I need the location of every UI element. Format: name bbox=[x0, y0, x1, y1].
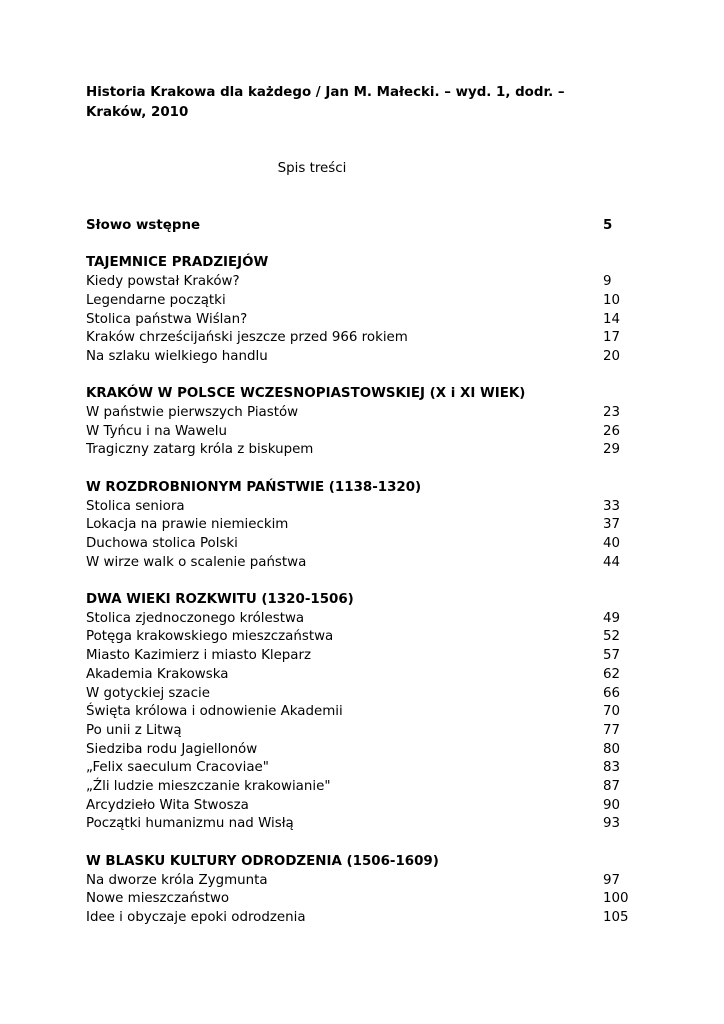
toc-entry-label: Kraków chrześcijański jeszcze przed 966 rokiem bbox=[86, 330, 408, 346]
title-line-1: Historia Krakowa dla każdego / Jan M. Małecki. – wyd. 1, dodr. – bbox=[86, 85, 565, 100]
toc-entry-page-number: 66 bbox=[603, 685, 621, 701]
toc-entry bbox=[86, 758, 634, 777]
toc-entry-label: W państwie pierwszych Piastów bbox=[86, 405, 299, 420]
section-heading-label: TAJEMNICE PRADZIEJÓW bbox=[86, 255, 269, 271]
toc-entry bbox=[86, 534, 634, 553]
toc-foreword-page-number: 5 bbox=[603, 218, 613, 233]
toc-entry bbox=[86, 440, 634, 459]
section-heading-label: KRAKÓW W POLSCE WCZESNOPIASTOWSKIEJ (X i XI WIEK) bbox=[86, 386, 526, 402]
toc-entry bbox=[86, 871, 634, 890]
toc-entry-label: Idee i obyczaje epoki odrodzenia bbox=[86, 909, 306, 925]
toc-foreword-label: Słowo wstępne bbox=[86, 218, 201, 233]
toc-entry-label: Po unii z Litwą bbox=[86, 722, 182, 738]
toc-entry-label: Początki humanizmu nad Wisłą bbox=[86, 816, 294, 832]
toc-entry-label: Kiedy powstał Kraków? bbox=[86, 274, 240, 290]
toc-entry bbox=[86, 422, 634, 441]
toc-entry-label: Na szlaku wielkiego handlu bbox=[86, 348, 268, 364]
title-line-2: Kraków, 2010 bbox=[86, 105, 189, 120]
toc-entry bbox=[86, 553, 634, 572]
toc-entry bbox=[86, 347, 634, 366]
toc-entry-page-number: 29 bbox=[603, 442, 621, 458]
toc-entry-label: Nowe mieszczaństwo bbox=[86, 891, 230, 907]
toc-entry bbox=[86, 702, 634, 721]
toc-entry-page-number: 14 bbox=[603, 311, 621, 327]
toc-entry-label: Stolica zjednoczonego królestwa bbox=[86, 610, 305, 626]
toc-entry bbox=[86, 889, 634, 908]
toc-entry-label: Akademia Krakowska bbox=[86, 666, 229, 682]
toc-entry bbox=[86, 497, 634, 516]
section-heading bbox=[86, 852, 634, 871]
toc-entry bbox=[86, 646, 634, 665]
toc-entry-page-number: 49 bbox=[603, 610, 621, 626]
toc-entry-label: Siedziba rodu Jagiellonów bbox=[86, 741, 258, 757]
toc-entry bbox=[86, 665, 634, 684]
toc-entry-page-number: 93 bbox=[603, 816, 621, 832]
toc-entry bbox=[86, 796, 634, 815]
toc-entry-page-number: 105 bbox=[603, 909, 629, 925]
toc-entry-page-number: 20 bbox=[603, 348, 621, 364]
bibliographic-title bbox=[86, 83, 634, 123]
toc-entry bbox=[86, 721, 634, 740]
toc-entry-page-number: 97 bbox=[603, 872, 621, 888]
toc-entry-label: Stolica seniora bbox=[86, 498, 185, 514]
toc-entry-page-number: 17 bbox=[603, 330, 621, 346]
toc-entry-page-number: 52 bbox=[603, 629, 621, 645]
toc-entry-label: Stolica państwa Wiślan? bbox=[86, 311, 248, 327]
toc-entry-page-number: 44 bbox=[603, 554, 621, 570]
toc-entry-label: Tragiczny zatarg króla z biskupem bbox=[86, 442, 314, 458]
toc-entry bbox=[86, 609, 634, 628]
toc-entry-label: Duchowa stolica Polski bbox=[86, 535, 238, 551]
toc-entry-page-number: 70 bbox=[603, 704, 621, 720]
toc-entry-label: W Tyńcu i na Wawelu bbox=[86, 423, 228, 439]
section-heading bbox=[86, 478, 634, 497]
toc-entry bbox=[86, 627, 634, 646]
toc-entry-page-number: 80 bbox=[603, 741, 621, 757]
toc-entry-label: „Źli ludzie mieszczanie krakowianie" bbox=[86, 779, 331, 794]
toc-entry-label: Święta królowa i odnowienie Akademii bbox=[86, 704, 343, 720]
toc-entry-label: Miasto Kazimierz i miasto Kleparz bbox=[86, 648, 312, 664]
toc-entry-page-number: 57 bbox=[603, 648, 621, 664]
toc-entry bbox=[86, 291, 634, 310]
toc-entry-page-number: 37 bbox=[603, 517, 621, 533]
toc-entry-page-number: 23 bbox=[603, 405, 621, 420]
toc-entry-page-number: 77 bbox=[603, 722, 621, 738]
toc-entry bbox=[86, 328, 634, 347]
toc-entry bbox=[86, 272, 634, 291]
toc-entry-label: Lokacja na prawie niemieckim bbox=[86, 517, 289, 533]
toc-entry bbox=[86, 684, 634, 703]
toc-entry-page-number: 100 bbox=[603, 891, 629, 907]
toc-entry-page-number: 83 bbox=[603, 760, 621, 776]
toc-entry-page-number: 90 bbox=[603, 797, 621, 813]
toc-heading: Spis treści bbox=[277, 161, 347, 176]
toc-entry-label: „Felix saeculum Cracoviae" bbox=[86, 760, 269, 776]
section-heading bbox=[86, 590, 634, 609]
toc-entry-label: W wirze walk o scalenie państwa bbox=[86, 554, 307, 570]
toc-entry-label: Arcydzieło Wita Stwosza bbox=[86, 797, 249, 813]
section-heading-label: DWA WIEKI ROZKWITU (1320-1506) bbox=[86, 592, 354, 607]
toc-entry-label: Potęga krakowskiego mieszczaństwa bbox=[86, 629, 334, 645]
toc-entry-label: Legendarne początki bbox=[86, 292, 226, 308]
toc-entry bbox=[86, 740, 634, 759]
toc-entry bbox=[86, 310, 634, 329]
toc-entry bbox=[86, 777, 634, 796]
toc-entry-label: Na dworze króla Zygmunta bbox=[86, 872, 268, 888]
toc-entry-page-number: 26 bbox=[603, 423, 621, 439]
toc-entry-page-number: 87 bbox=[603, 779, 621, 794]
toc-entry-page-number: 40 bbox=[603, 535, 621, 551]
toc-entry-page-number: 10 bbox=[603, 292, 621, 308]
section-heading bbox=[86, 253, 634, 272]
toc-entry-page-number: 9 bbox=[603, 274, 612, 290]
toc-entry bbox=[86, 403, 634, 422]
toc-entry bbox=[86, 814, 634, 833]
section-heading bbox=[86, 384, 634, 403]
toc-foreword bbox=[86, 216, 634, 235]
section-heading-label: W ROZDROBNIONYM PAŃSTWIE (1138-1320) bbox=[86, 479, 422, 495]
section-heading-label: W BLASKU KULTURY ODRODZENIA (1506-1609) bbox=[86, 853, 439, 869]
toc-entry-page-number: 33 bbox=[603, 498, 621, 514]
toc-entry-page-number: 62 bbox=[603, 666, 621, 682]
toc-entry-label: W gotyckiej szacie bbox=[86, 685, 210, 701]
toc-entry bbox=[86, 515, 634, 534]
toc-entry bbox=[86, 908, 634, 927]
